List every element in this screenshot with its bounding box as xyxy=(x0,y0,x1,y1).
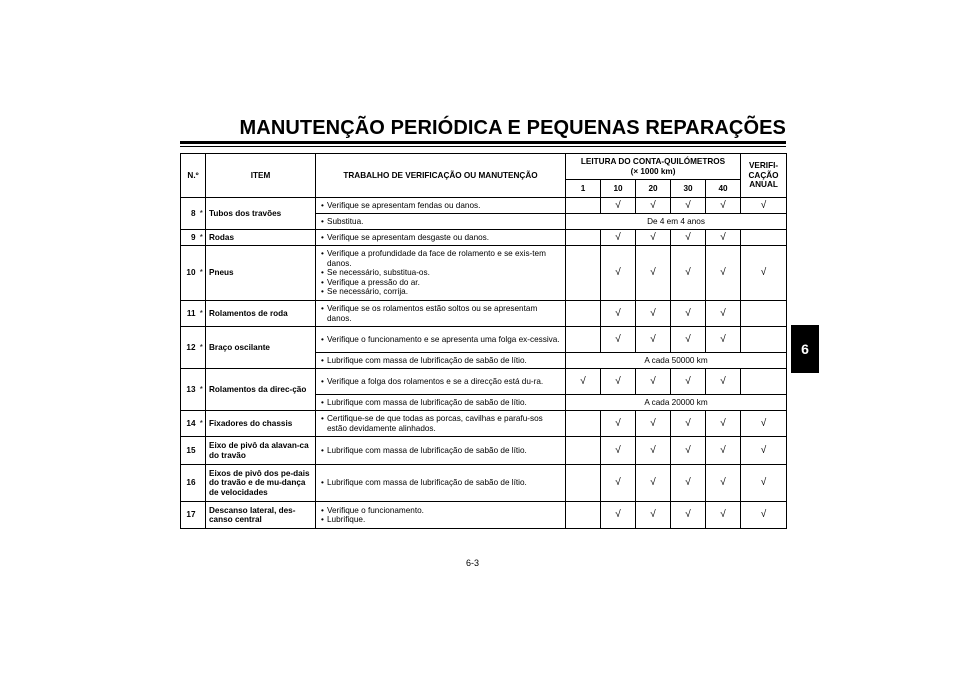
task-line: • Verifique se apresentam desgaste ou danos. xyxy=(319,233,562,243)
check-cell: √ xyxy=(601,502,636,529)
check-cell: √ xyxy=(601,198,636,214)
check-cell: √ xyxy=(671,411,706,437)
row-item: Rodas xyxy=(206,230,316,246)
check-cell: √ xyxy=(671,502,706,529)
row-number: 11 xyxy=(181,301,198,327)
header-km-10: 10 xyxy=(601,180,636,198)
row-number: 14 xyxy=(181,411,198,437)
task-line: • Certifique-se de que todas as porcas, cavilhas e parafu-sos estão devidamente alinhados. xyxy=(319,414,562,433)
header-item: ITEM xyxy=(206,154,316,198)
header-task: TRABALHO DE VERIFICAÇÃO OU MANUTENÇÃO xyxy=(316,154,566,198)
check-cell: √ xyxy=(671,437,706,465)
check-cell: √ xyxy=(601,246,636,301)
check-cell: √ xyxy=(706,230,741,246)
title-rule-thin xyxy=(180,146,786,147)
row-task xyxy=(316,465,566,502)
row-item: Braço oscilante xyxy=(206,327,316,369)
row-star: * xyxy=(198,230,206,246)
check-cell: √ xyxy=(566,369,601,395)
check-cell: √ xyxy=(706,437,741,465)
annual-check-cell: √ xyxy=(741,411,787,437)
row-task xyxy=(316,327,566,353)
check-cell: √ xyxy=(636,230,671,246)
annual-check-cell: √ xyxy=(741,465,787,502)
check-cell: √ xyxy=(671,301,706,327)
table-row xyxy=(181,411,787,437)
interval-cell: A cada 50000 km xyxy=(566,353,787,369)
title-rule-thick xyxy=(180,141,786,144)
check-cell xyxy=(566,437,601,465)
row-task xyxy=(316,411,566,437)
header-odometer-label: LEITURA DO CONTA-QUILÓMETROS xyxy=(580,157,726,166)
interval-cell: A cada 20000 km xyxy=(566,395,787,411)
check-cell: √ xyxy=(671,230,706,246)
check-cell xyxy=(566,230,601,246)
row-star xyxy=(198,437,206,465)
check-cell: √ xyxy=(601,411,636,437)
check-cell: √ xyxy=(636,246,671,301)
row-number: 17 xyxy=(181,502,198,529)
row-item: Tubos dos travões xyxy=(206,198,316,230)
annual-check-cell xyxy=(741,327,787,353)
task-line: • Lubrifique com massa de lubrificação de sabão de lítio. xyxy=(319,398,562,408)
check-cell: √ xyxy=(706,198,741,214)
table-row xyxy=(181,198,787,214)
check-cell: √ xyxy=(706,369,741,395)
interval-cell: De 4 em 4 anos xyxy=(566,214,787,230)
check-cell: √ xyxy=(601,465,636,502)
maintenance-table xyxy=(180,153,787,529)
row-item: Fixadores do chassis xyxy=(206,411,316,437)
chapter-tab: 6 xyxy=(791,325,819,373)
annual-check-cell: √ xyxy=(741,246,787,301)
row-task xyxy=(316,369,566,395)
task-line: • Se necessário, substitua-os. xyxy=(319,268,562,278)
task-line: • Verifique a profundidade da face de rolamento e se exis-tem danos. xyxy=(319,249,562,268)
check-cell: √ xyxy=(636,502,671,529)
task-line: • Lubrifique. xyxy=(319,515,562,525)
row-number: 12 xyxy=(181,327,198,369)
task-line: • Verifique a folga dos rolamentos e se a direcção está du-ra. xyxy=(319,377,562,387)
check-cell xyxy=(566,327,601,353)
row-star: * xyxy=(198,301,206,327)
task-line: • Lubrifique com massa de lubrificação de sabão de lítio. xyxy=(319,356,562,366)
table-row xyxy=(181,246,787,301)
table-row xyxy=(181,465,787,502)
task-line: • Verifique o funcionamento. xyxy=(319,506,562,516)
row-number: 9 xyxy=(181,230,198,246)
check-cell: √ xyxy=(706,327,741,353)
check-cell: √ xyxy=(706,465,741,502)
check-cell: √ xyxy=(636,301,671,327)
annual-check-cell xyxy=(741,301,787,327)
page-title: MANUTENÇÃO PERIÓDICA E PEQUENAS REPARAÇÕES xyxy=(239,117,786,139)
row-item: Eixos de pivô dos pe-dais do travão e de mu-dança de velocidades xyxy=(206,465,316,502)
header-no: N.º xyxy=(181,154,206,198)
header-annual: VERIFI-CAÇÃO ANUAL xyxy=(741,154,787,198)
check-cell: √ xyxy=(636,369,671,395)
row-task xyxy=(316,230,566,246)
task-line: • Lubrifique com massa de lubrificação de sabão de lítio. xyxy=(319,446,562,456)
check-cell: √ xyxy=(706,246,741,301)
row-task xyxy=(316,395,566,411)
row-task xyxy=(316,502,566,529)
header-km-30: 30 xyxy=(671,180,706,198)
annual-check-cell: √ xyxy=(741,437,787,465)
task-line: • Verifique se apresentam fendas ou danos. xyxy=(319,201,562,211)
header-km-20: 20 xyxy=(636,180,671,198)
task-line: • Verifique se os rolamentos estão soltos ou se apresentam danos. xyxy=(319,304,562,323)
annual-check-cell: √ xyxy=(741,198,787,214)
row-item: Descanso lateral, des-canso central xyxy=(206,502,316,529)
check-cell: √ xyxy=(671,198,706,214)
check-cell: √ xyxy=(706,301,741,327)
row-item: Eixo de pivô da alavan-ca do travão xyxy=(206,437,316,465)
table-row xyxy=(181,327,787,353)
row-star: * xyxy=(198,327,206,369)
check-cell: √ xyxy=(671,327,706,353)
header-odometer xyxy=(566,154,741,180)
header-odometer-unit: (× 1000 km) xyxy=(630,166,676,176)
check-cell: √ xyxy=(601,369,636,395)
row-number: 16 xyxy=(181,465,198,502)
check-cell: √ xyxy=(601,301,636,327)
row-task xyxy=(316,246,566,301)
check-cell: √ xyxy=(636,411,671,437)
check-cell: √ xyxy=(601,230,636,246)
check-cell xyxy=(566,502,601,529)
check-cell xyxy=(566,246,601,301)
table-row xyxy=(181,437,787,465)
row-number: 13 xyxy=(181,369,198,411)
task-line: • Lubrifique com massa de lubrificação de sabão de lítio. xyxy=(319,478,562,488)
row-number: 10 xyxy=(181,246,198,301)
table-row xyxy=(181,230,787,246)
annual-check-cell: √ xyxy=(741,502,787,529)
check-cell: √ xyxy=(601,327,636,353)
check-cell: √ xyxy=(636,327,671,353)
check-cell: √ xyxy=(636,437,671,465)
check-cell xyxy=(566,301,601,327)
row-number: 15 xyxy=(181,437,198,465)
row-number: 8 xyxy=(181,198,198,230)
check-cell: √ xyxy=(671,246,706,301)
check-cell: √ xyxy=(671,369,706,395)
annual-check-cell xyxy=(741,230,787,246)
row-item: Rolamentos de roda xyxy=(206,301,316,327)
task-line: • Verifique a pressão do ar. xyxy=(319,278,562,288)
task-line: • Se necessário, corrija. xyxy=(319,287,562,297)
row-star: * xyxy=(198,246,206,301)
check-cell xyxy=(566,198,601,214)
row-task xyxy=(316,437,566,465)
row-star: * xyxy=(198,369,206,411)
check-cell: √ xyxy=(636,465,671,502)
row-star xyxy=(198,465,206,502)
check-cell xyxy=(566,411,601,437)
table-row xyxy=(181,369,787,395)
check-cell: √ xyxy=(636,198,671,214)
check-cell: √ xyxy=(706,411,741,437)
row-star: * xyxy=(198,411,206,437)
annual-check-cell xyxy=(741,369,787,395)
check-cell: √ xyxy=(706,502,741,529)
task-line: • Verifique o funcionamento e se apresenta uma folga ex-cessiva. xyxy=(319,335,562,345)
check-cell: √ xyxy=(671,465,706,502)
row-task xyxy=(316,353,566,369)
page-number: 6-3 xyxy=(466,558,480,568)
row-task xyxy=(316,198,566,214)
check-cell xyxy=(566,465,601,502)
row-item: Pneus xyxy=(206,246,316,301)
header-km-40: 40 xyxy=(706,180,741,198)
task-line: • Substitua. xyxy=(319,217,562,227)
table-row xyxy=(181,502,787,529)
row-item: Rolamentos da direc-ção xyxy=(206,369,316,411)
header-km-1: 1 xyxy=(566,180,601,198)
row-task xyxy=(316,301,566,327)
row-star xyxy=(198,502,206,529)
row-task xyxy=(316,214,566,230)
check-cell: √ xyxy=(601,437,636,465)
table-row xyxy=(181,301,787,327)
row-star: * xyxy=(198,198,206,230)
